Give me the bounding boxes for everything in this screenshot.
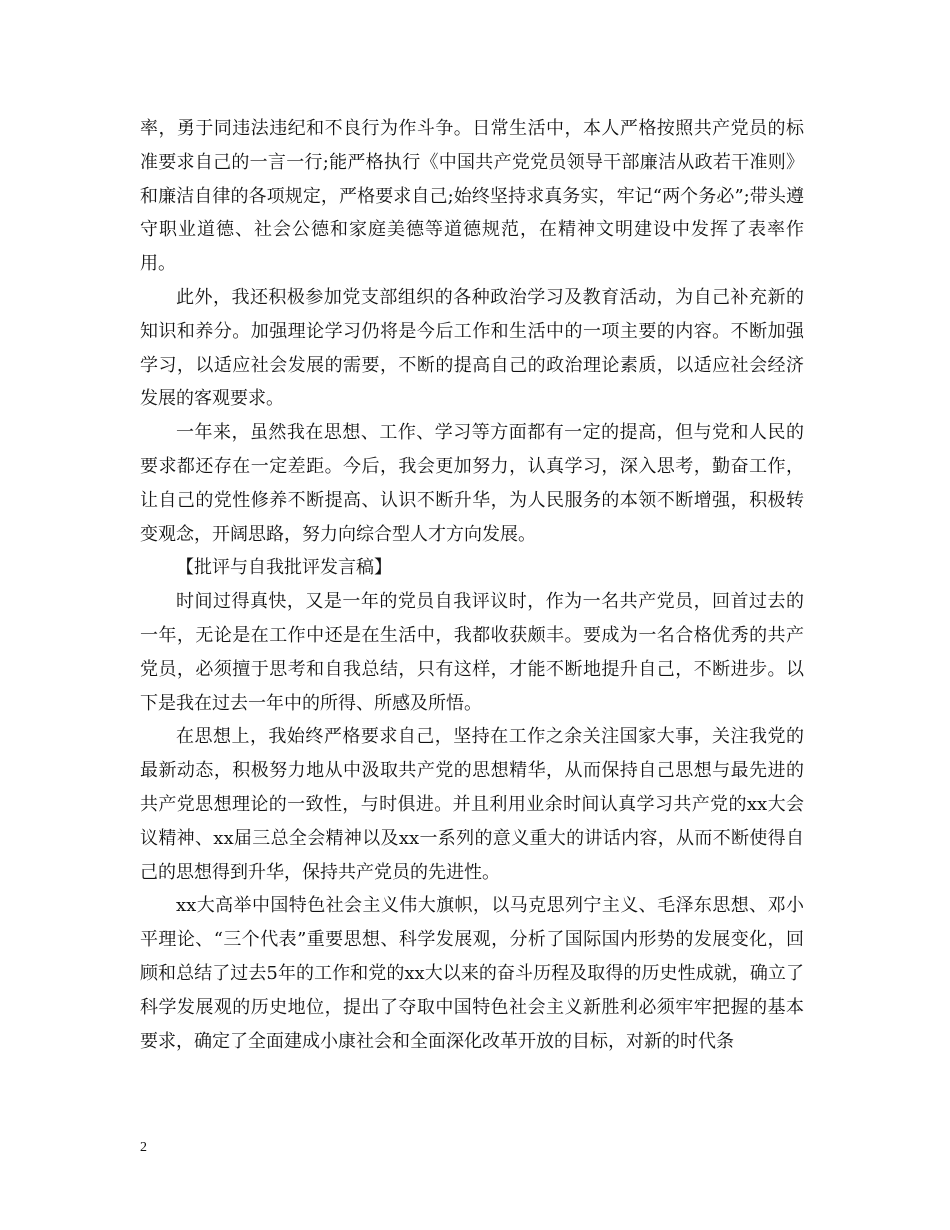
paragraph-study: 此外，我还积极参加党支部组织的各种政治学习及教育活动，为自己补充新的知识和养分。加强理论学习仍将是今后工作和生活中的一项主要的内容。不断加强学习，以适应社会发展的需要，不断的提高自己的政治理论素质，以适应社会经济发展的客观要求。 bbox=[140, 286, 804, 410]
page-number: 2 bbox=[140, 1140, 147, 1155]
section-heading: 【批评与自我批评发言稿】 bbox=[176, 557, 392, 579]
paragraph-congress: xx大高举中国特色社会主义伟大旗帜，以马克思列宁主义、毛泽东思想、邓小平理论、“三个代表”重要思想、科学发展观，分析了国际国内形势的发展变化，回顾和总结了过去5年的工作和党的xx大以来的奋斗历程及取得的历史性成就，确立了科学发展观的历史地位，提出了夺取中国特色社会主义新胜利必须牢牢把握的基本要求，确定了全面建成小康社会和全面深化改革开放的目标，对新的时代条 bbox=[140, 895, 804, 1052]
paragraph-thought: 在思想上，我始终严格要求自己，坚持在工作之余关注国家大事，关注我党的最新动态，积极努力地从中汲取共产党的思想精华，从而保持自己思想与最先进的共产党思想理论的一致性，与时俱进。并且利用业余时间认真学习共产党的xx大会议精神、xx届三总全会精神以及xx一系列的意义重大的讲话内容，从而不断使得自己的思想得到升华，保持共产党员的先进性。 bbox=[140, 726, 804, 883]
document-body bbox=[140, 112, 804, 1058]
paragraph-continuation: 率，勇于同违法违纪和不良行为作斗争。日常生活中，本人严格按照共产党员的标准要求自己的一言一行;能严格执行《中国共产党党员领导干部廉洁从政若干准则》和廉洁自律的各项规定，严格要求自己;始终坚持求真务实，牢记“两个务必”;带头遵守职业道德、社会公德和家庭美德等道德规范，在精神文明建设中发挥了表率作用。 bbox=[140, 118, 804, 275]
paragraph-year-summary: 一年来，虽然我在思想、工作、学习等方面都有一定的提高，但与党和人民的要求都还存在一定差距。今后，我会更加努力，认真学习，深入思考，勤奋工作，让自己的党性修养不断提高、认识不断升华，为人民服务的本领不断增强，积极转变观念，开阔思路，努力向综合型人才方向发展。 bbox=[140, 422, 804, 545]
paragraph-intro: 时间过得真快，又是一年的党员自我评议时，作为一名共产党员，回首过去的一年，无论是在工作中还是在生活中，我都收获颇丰。要成为一名合格优秀的共产党员，必须擅于思考和自我总结，只有这样，才能不断地提升自己，不断进步。以下是我在过去一年中的所得、所感及所悟。 bbox=[140, 591, 804, 714]
